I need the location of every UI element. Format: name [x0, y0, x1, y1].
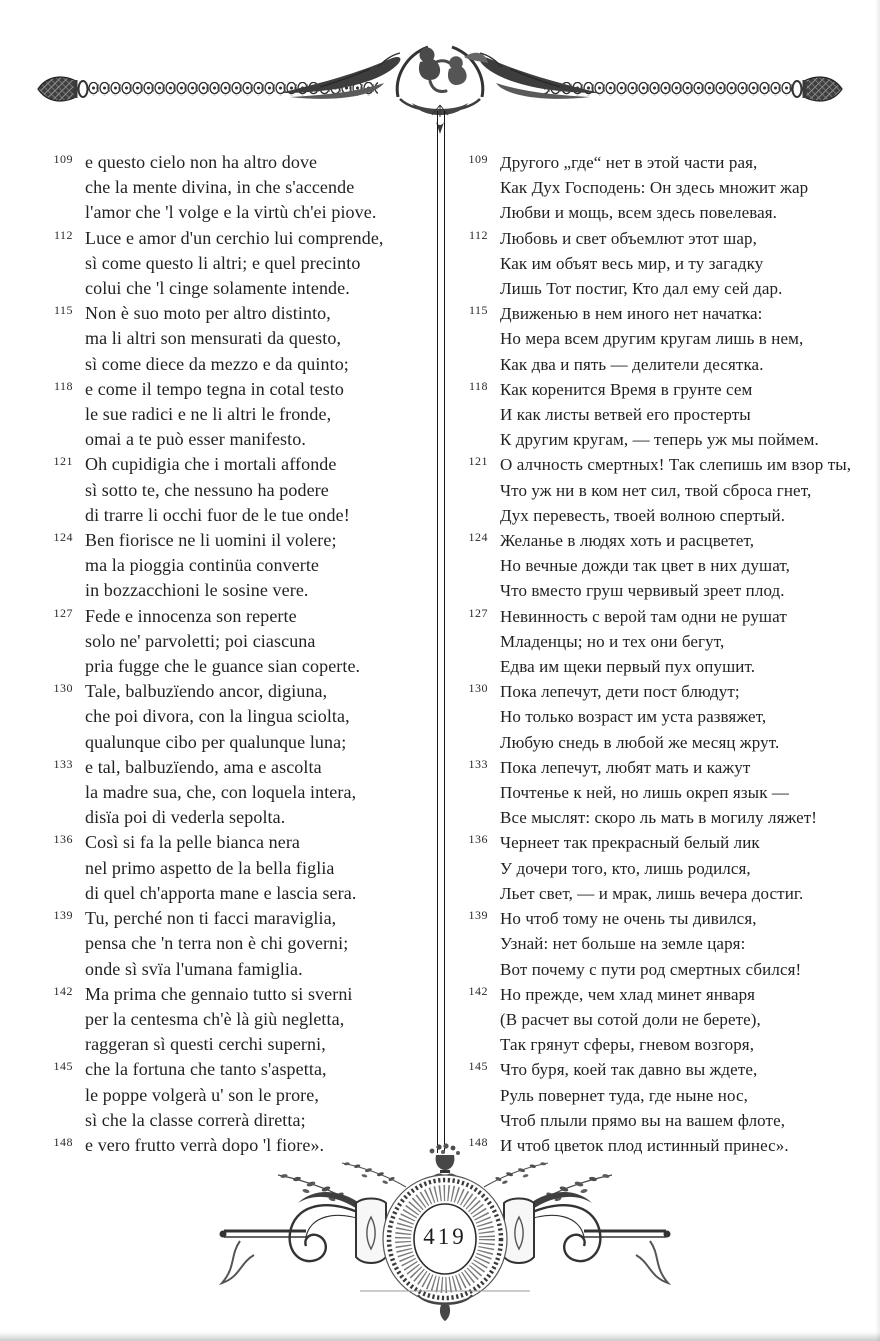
verse-line: Дух перевесть, твоей волною спертый.	[500, 505, 786, 525]
verse-line: solo ne' parvoletti; poi ciascuna	[85, 630, 316, 651]
verse-number: 130	[468, 681, 488, 696]
verse-line: Льет свет, — и мрак, лишь вечера достиг.	[500, 883, 804, 903]
verse-line: onde sì svïa l'umana famiglia.	[85, 958, 303, 979]
verse-line: che la mente divina, in che s'accende	[85, 177, 355, 198]
verse-line: Лишь Тот постиг, Кто дал ему сей дар.	[500, 279, 783, 299]
verse-number: 145	[468, 1059, 488, 1074]
tercet	[53, 604, 435, 680]
verse-line: Невинность с верой там одни не рушат	[500, 606, 787, 626]
verse-line: Non è suo moto per altro distinto,	[85, 303, 331, 324]
tercet	[53, 226, 435, 302]
verse-line: Как им объят весь мир, и ту загадку	[500, 253, 764, 273]
verse-line: Любви и мощь, всем здесь повелевая.	[500, 203, 778, 223]
verse-line: l'amor che 'l volge e la virtù ch'ei piove.	[85, 202, 377, 223]
verse-line: Любовь и свет объемлют этот шар,	[500, 228, 757, 248]
tercet	[468, 377, 875, 453]
verse-line: Пока лепечут, любят мать и кажут	[500, 757, 751, 777]
verse-lines	[500, 377, 875, 453]
verse-line: Но мера всем другим кругам лишь в нем,	[500, 329, 804, 349]
verse-number: 112	[468, 227, 488, 242]
verse-line: Любую снедь в любой же месяц жрут.	[500, 732, 780, 752]
verse-line: pria fugge che le guance sian coperte.	[85, 656, 361, 677]
tercet	[468, 604, 875, 680]
flower-urn-icon	[430, 1143, 460, 1173]
verse-lines	[85, 906, 435, 982]
verse-line: ma la pioggia continüa converte	[85, 555, 320, 576]
verse-number: 115	[468, 303, 488, 318]
verse-number: 118	[468, 378, 488, 393]
verse-line: e vero frutto verrà dopo 'l fiore».	[85, 1134, 325, 1155]
ribbon-left-icon	[222, 1241, 254, 1283]
verse-line: ma li altri son mensurati da questo,	[85, 328, 342, 349]
verse-number: 124	[53, 530, 73, 545]
verse-line: Oh cupidigia che i mortali affonde	[85, 454, 337, 475]
verse-line: colui che 'l cinge solamente intende.	[85, 278, 350, 299]
tercet	[53, 906, 435, 982]
verse-lines	[85, 604, 435, 680]
verse-number: 148	[468, 1134, 488, 1149]
page-edge-shading-bottom	[0, 1332, 880, 1341]
verse-lines	[500, 755, 875, 831]
verse-line: pensa che 'n terra non è chi governi;	[85, 933, 349, 954]
verse-line: Как два и пять — делители десятка.	[500, 354, 764, 374]
tercet	[53, 830, 435, 906]
verse-lines	[85, 1057, 435, 1133]
verse-line: Но вечные дожди так цвет в них душат,	[500, 556, 791, 576]
verse-number: 130	[53, 681, 73, 696]
verse-line: Вот почему с пути род смертных сбился!	[500, 959, 802, 979]
tercet	[53, 301, 435, 377]
acorn-finial-right-icon	[793, 77, 843, 101]
verse-line: che la fortuna che tanto s'aspetta,	[85, 1059, 327, 1080]
verse-line: Все мыслят: скоро ль мать в могилу ляжет!	[500, 808, 818, 828]
verse-lines	[500, 906, 875, 982]
tercet	[53, 452, 435, 528]
verse-number: 136	[53, 832, 73, 847]
verse-number: 109	[53, 152, 73, 166]
verse-number: 124	[468, 530, 488, 545]
tercet	[53, 755, 435, 831]
tercet	[53, 528, 435, 604]
verse-lines	[500, 301, 875, 377]
verse-line: Но прежде, чем хлад минет января	[500, 984, 756, 1004]
verse-line: Руль повернет туда, где ныне нос,	[500, 1085, 749, 1105]
verse-lines	[500, 226, 875, 302]
verse-lines	[500, 1057, 875, 1133]
verse-number: 136	[468, 832, 488, 847]
verse-line: omai a te può esser manifesto.	[85, 429, 306, 450]
verse-lines	[85, 150, 435, 226]
verse-lines	[85, 755, 435, 831]
verse-number: 118	[53, 378, 73, 393]
verse-line: che poi divora, con la lingua sciolta,	[85, 706, 350, 727]
verse-line: Чернеет так прекрасный белый лик	[500, 833, 760, 853]
verse-line: Così si fa la pelle bianca nera	[85, 832, 301, 853]
chain-rule-icon	[88, 82, 792, 96]
verse-line: raggeran sì questi cerchi superni,	[85, 1034, 326, 1055]
verse-line: Ma prima che gennaio tutto si sverni	[85, 983, 353, 1004]
verse-number: 139	[468, 908, 488, 923]
verse-lines	[500, 150, 875, 226]
verse-lines	[85, 226, 435, 302]
verse-number: 127	[468, 605, 488, 620]
verse-line: И как листы ветвей его простерты	[500, 405, 751, 425]
verse-line: Luce e amor d'un cerchio lui comprende,	[85, 227, 384, 248]
verse-line: Так грянут сферы, гневом возгоря,	[500, 1035, 755, 1055]
tercet	[468, 301, 875, 377]
verse-lines	[85, 679, 435, 755]
verse-line: Что вместо груш червивый зреет плод.	[500, 581, 785, 601]
verse-line: И чтоб цветок плод истинный принес».	[500, 1135, 789, 1155]
verse-line: le sue radici e ne li altri le fronde,	[85, 404, 332, 425]
verse-line: e come il tempo tegna in cotal testo	[85, 378, 345, 399]
verse-number: 133	[53, 756, 73, 771]
verse-lines	[85, 377, 435, 453]
verse-number: 109	[468, 152, 488, 166]
verse-line: Едва им щеки первый пух опушит.	[500, 657, 756, 677]
verse-number: 121	[53, 454, 73, 469]
verse-lines	[500, 982, 875, 1058]
verse-line: Другого „где“ нет в этой части рая,	[500, 153, 758, 172]
verse-line: Как Дух Господень: Он здесь множит жар	[500, 178, 809, 198]
column-divider-rule	[437, 111, 445, 1153]
page-number: 419	[423, 1224, 467, 1249]
verse-line: Fede e innocenza son reperte	[85, 605, 297, 626]
tercet	[468, 150, 875, 226]
tercet	[468, 755, 875, 831]
verse-line: qualunque cibo per qualunque luna;	[85, 731, 347, 752]
verse-line: Tu, perché non ti facci maraviglia,	[85, 908, 337, 929]
verse-number: 115	[53, 303, 73, 318]
verse-lines	[85, 301, 435, 377]
verse-line: di quel ch'apporta mane e lascia sera.	[85, 882, 357, 903]
tercet	[468, 452, 875, 528]
tercet	[468, 982, 875, 1058]
verse-number: 133	[468, 756, 488, 771]
verse-line: Что уж ни в ком нет сил, твой сброса гнет,	[500, 480, 812, 500]
verse-line: la madre sua, che, con loquela intera,	[85, 782, 357, 803]
tercet	[53, 982, 435, 1058]
verse-line: e questo cielo non ha altro dove	[85, 152, 318, 172]
verse-line: К другим кругам, — теперь уж мы поймем.	[500, 430, 819, 450]
verse-line: У дочери того, кто, лишь родился,	[500, 858, 751, 878]
side-cartouche-left-icon	[356, 1199, 386, 1264]
verse-lines	[500, 528, 875, 604]
verse-line: sì come questo li altri; e quel precinto	[85, 252, 361, 273]
verse-line: Как коренится Время в грунте сем	[500, 379, 753, 399]
tercet	[468, 1057, 875, 1133]
verse-number: 148	[53, 1134, 73, 1149]
tercet	[468, 906, 875, 982]
verse-line: Но чтоб тому не очень ты дивился,	[500, 909, 757, 929]
verse-line: Чтоб плыли прямо вы на вашем флоте,	[500, 1110, 786, 1130]
verse-lines	[500, 679, 875, 755]
verse-number: 121	[468, 454, 488, 469]
verse-line: sì che la classe correrà diretta;	[85, 1109, 306, 1130]
verse-line: e tal, balbuzïendo, ama e ascolta	[85, 756, 322, 777]
side-cartouche-right-icon	[504, 1199, 534, 1264]
verse-line: in bozzacchioni le sosine vere.	[85, 580, 309, 601]
verse-line: Движенью в нем иного нет начатка:	[500, 304, 763, 324]
verse-lines	[85, 830, 435, 906]
verse-line: disïa poi di vederla sepolta.	[85, 807, 286, 828]
tercet	[468, 679, 875, 755]
verse-line: Tale, balbuzïendo ancor, digiuna,	[85, 681, 328, 702]
verse-line: О алчность смертных! Так слепишь им взор ты,	[500, 455, 852, 475]
tercet	[468, 830, 875, 906]
acorn-finial-left-icon	[38, 77, 88, 101]
verse-number: 142	[468, 983, 488, 998]
verse-line: Что буря, коей так давно вы ждете,	[500, 1060, 758, 1080]
verse-number: 142	[53, 983, 73, 998]
verse-number: 127	[53, 605, 73, 620]
verse-lines	[85, 982, 435, 1058]
verse-lines	[85, 452, 435, 528]
verse-number: 112	[53, 227, 73, 242]
verse-number: 145	[53, 1059, 73, 1074]
verse-line: Узнай: нет больше на земле царя:	[500, 934, 746, 954]
verse-line: Желанье в людях хоть и расцветет,	[500, 531, 755, 551]
verse-line: nel primo aspetto de la bella figlia	[85, 857, 335, 878]
verse-line: Почтенье к ней, но лишь окреп язык —	[500, 783, 789, 803]
verse-line: Но только возраст им уста развяжет,	[500, 707, 767, 727]
verse-line: (В расчет вы сотой доли не берете),	[500, 1009, 761, 1029]
tercet	[53, 679, 435, 755]
tercet	[53, 377, 435, 453]
verse-lines	[85, 528, 435, 604]
verse-lines	[500, 452, 875, 528]
tercet	[53, 1057, 435, 1133]
page-edge-shading-right	[875, 0, 880, 1341]
tercet	[468, 226, 875, 302]
verse-line: le poppe volgerà u' son le prore,	[85, 1084, 319, 1105]
tercet	[468, 528, 875, 604]
verse-line: di trarre li occhi fuor de le tue onde!	[85, 504, 350, 525]
verse-line: Ben fiorisce ne li uomini il volere;	[85, 530, 337, 551]
verse-line: Младенцы; но и тех они бегут,	[500, 631, 725, 651]
tercet	[53, 150, 435, 226]
verse-lines	[500, 830, 875, 906]
poem-column-italian	[53, 150, 435, 1158]
verse-lines	[500, 604, 875, 680]
verse-line: sì come diece da mezzo e da quinto;	[85, 353, 349, 374]
verse-number: 139	[53, 908, 73, 923]
verse-line: Пока лепечут, дети пост блюдут;	[500, 682, 740, 702]
ribbon-right-icon	[636, 1241, 668, 1283]
poem-column-russian	[468, 150, 875, 1158]
verse-line: per la centesma ch'è là giù negletta,	[85, 1008, 345, 1029]
verse-line: sì sotto te, che nessuno ha podere	[85, 479, 329, 500]
